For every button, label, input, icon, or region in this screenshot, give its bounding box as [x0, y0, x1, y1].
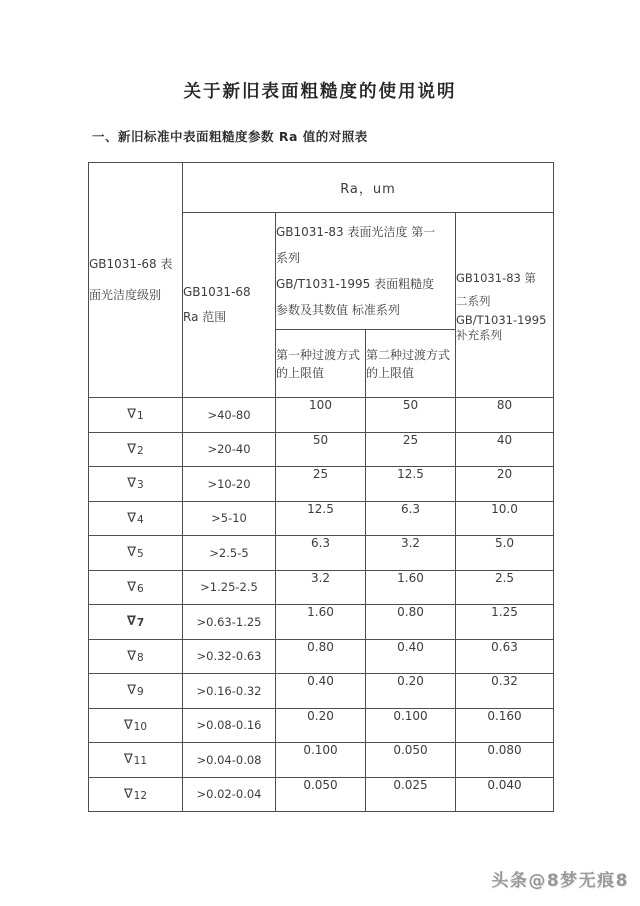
corner-header-line: 面光洁度级别: [89, 288, 162, 302]
ra-range-cell: >0.02-0.04: [183, 777, 276, 812]
grade-number: 12: [133, 789, 148, 802]
table-row: [89, 674, 554, 709]
grade-number: 3: [137, 479, 144, 492]
nabla-icon: ∇: [123, 717, 133, 733]
second-transition-value: 0.025: [366, 777, 456, 812]
first-transition-value: 1.60: [276, 605, 366, 640]
ra-range-cell: >0.32-0.63: [183, 639, 276, 674]
series-header-line: 系列: [276, 251, 301, 265]
nabla-icon: ∇: [123, 786, 133, 802]
grade-cell: [89, 777, 183, 812]
grade-cell: [89, 467, 183, 502]
series-header-line: 参数及其数值 标准系列: [276, 303, 400, 317]
supplement-value: 1.25: [456, 605, 554, 640]
grade-cell: [89, 639, 183, 674]
corner-header-line: GB1031-68 表: [89, 257, 173, 271]
supplement-value: 40: [456, 432, 554, 467]
table-row: [89, 536, 554, 571]
grade-number: 8: [137, 651, 144, 664]
supplement-value: 0.32: [456, 674, 554, 709]
page-title: 关于新旧表面粗糙度的使用说明: [183, 82, 457, 102]
first-transition-value: 0.100: [276, 743, 366, 778]
supplement-header-line: 补充系列: [456, 328, 502, 342]
grade-number: 1: [137, 410, 144, 423]
grade-number: 4: [137, 513, 144, 526]
grade-cell: [89, 501, 183, 536]
supplement-header-line: 二系列: [456, 294, 491, 308]
table-row: [89, 432, 554, 467]
supplement-value: 80: [456, 398, 554, 433]
nabla-icon: ∇: [127, 441, 136, 457]
grade-cell: [89, 432, 183, 467]
grade-cell: [89, 570, 183, 605]
supplement-value: 5.0: [456, 536, 554, 571]
supplement-series-header-cell: [456, 213, 554, 398]
first-transition-header-cell: 第一种过渡方式的上限值: [276, 330, 366, 398]
ra-range-cell: >0.08-0.16: [183, 708, 276, 743]
ra-range-cell: >40-80: [183, 398, 276, 433]
first-transition-value: 0.20: [276, 708, 366, 743]
ra-range-cell: >0.16-0.32: [183, 674, 276, 709]
supplement-value: 2.5: [456, 570, 554, 605]
grade-cell: [89, 708, 183, 743]
grade-number: 2: [137, 444, 144, 457]
first-transition-value: 0.80: [276, 639, 366, 674]
supplement-value: 10.0: [456, 501, 554, 536]
grade-number: 9: [137, 686, 144, 699]
second-transition-value: 50: [366, 398, 456, 433]
table-row: [89, 398, 554, 433]
nabla-icon: ∇: [127, 510, 136, 526]
grade-cell: [89, 536, 183, 571]
ra-range-header-line: GB1031-68: [183, 285, 251, 299]
first-transition-value: 50: [276, 432, 366, 467]
ra-range-cell: >0.63-1.25: [183, 605, 276, 640]
ra-range-cell: >5-10: [183, 501, 276, 536]
section-heading: 一、新旧标准中表面粗糙度参数 Ra 值的对照表: [92, 129, 368, 144]
corner-header-cell: [89, 163, 183, 398]
supplement-value: 0.63: [456, 639, 554, 674]
first-transition-value: 0.050: [276, 777, 366, 812]
first-transition-value: 3.2: [276, 570, 366, 605]
second-transition-value: 3.2: [366, 536, 456, 571]
table-row: [89, 639, 554, 674]
grade-number: 6: [137, 582, 144, 595]
supplement-header-line: GB1031-83 第: [456, 271, 537, 285]
table-row: [89, 570, 554, 605]
table-row: [89, 743, 554, 778]
ra-range-cell: >20-40: [183, 432, 276, 467]
watermark: 头条@8梦无痕8: [491, 871, 629, 891]
standard-series-header-cell: [276, 213, 456, 330]
table-row: [89, 467, 554, 502]
ra-range-header-cell: [183, 213, 276, 398]
ra-range-cell: >10-20: [183, 467, 276, 502]
nabla-icon: ∇: [127, 545, 136, 561]
second-transition-value: 1.60: [366, 570, 456, 605]
second-transition-value: 0.80: [366, 605, 456, 640]
table-row: [89, 501, 554, 536]
second-transition-value: 0.100: [366, 708, 456, 743]
grade-number: 5: [137, 548, 144, 561]
grade-number: 10: [133, 720, 148, 733]
nabla-icon: ∇: [127, 407, 136, 423]
ra-comparison-table: [88, 162, 554, 812]
series-header-line: GB/T1031-1995 表面粗糙度: [276, 277, 435, 291]
nabla-icon: ∇: [126, 614, 136, 630]
table-row: [89, 777, 554, 812]
first-transition-value: 25: [276, 467, 366, 502]
supplement-value: 0.080: [456, 743, 554, 778]
supplement-value: 20: [456, 467, 554, 502]
second-transition-value: 25: [366, 432, 456, 467]
supplement-value: 0.160: [456, 708, 554, 743]
second-transition-header-cell: 第二种过渡方式的上限值: [366, 330, 456, 398]
second-transition-value: 6.3: [366, 501, 456, 536]
first-transition-value: 0.40: [276, 674, 366, 709]
nabla-icon: ∇: [127, 476, 136, 492]
table-row: [89, 708, 554, 743]
ra-range-cell: >1.25-2.5: [183, 570, 276, 605]
grade-cell: [89, 398, 183, 433]
grade-cell: [89, 674, 183, 709]
nabla-icon: ∇: [127, 579, 136, 595]
series-header-line: GB1031-83 表面光洁度 第一: [276, 225, 436, 239]
header-row-unit: [89, 163, 554, 213]
first-transition-value: 6.3: [276, 536, 366, 571]
first-transition-value: 100: [276, 398, 366, 433]
supplement-value: 0.040: [456, 777, 554, 812]
grade-cell: [89, 743, 183, 778]
ra-range-cell: >0.04-0.08: [183, 743, 276, 778]
grade-cell: [89, 605, 183, 640]
second-transition-value: 0.20: [366, 674, 456, 709]
table-row: [89, 605, 554, 640]
grade-number: 7: [136, 617, 145, 630]
second-transition-value: 0.050: [366, 743, 456, 778]
ra-unit-header-cell: Ra，um: [183, 163, 554, 213]
grade-number: 11: [133, 755, 148, 768]
nabla-icon: ∇: [127, 683, 136, 699]
second-transition-value: 0.40: [366, 639, 456, 674]
second-transition-value: 12.5: [366, 467, 456, 502]
first-transition-value: 12.5: [276, 501, 366, 536]
nabla-icon: ∇: [123, 752, 133, 768]
supplement-header-line: GB/T1031-1995: [456, 313, 547, 327]
nabla-icon: ∇: [127, 648, 136, 664]
ra-range-header-line: Ra 范围: [183, 310, 227, 324]
ra-range-cell: >2.5-5: [183, 536, 276, 571]
